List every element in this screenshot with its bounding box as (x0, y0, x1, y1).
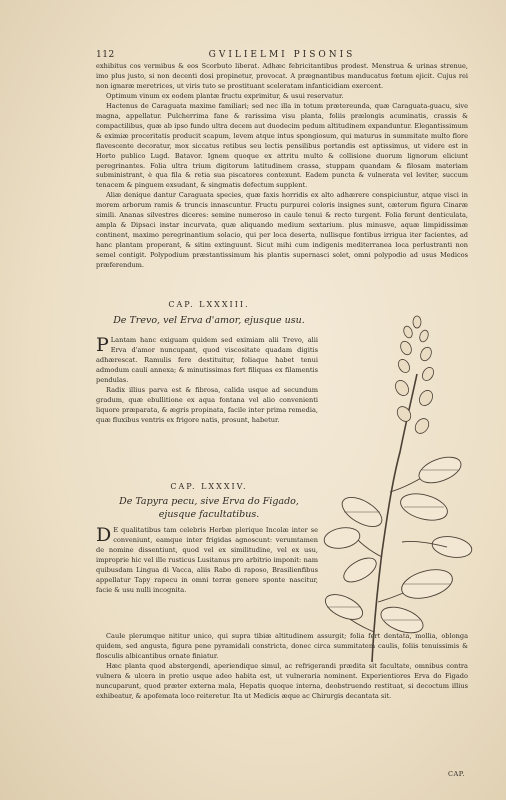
chapter-heading: CAP. LXXXIII. (168, 300, 250, 309)
paragraph: Caule plerumque nititur unico, qui supra tibiæ altitudinem assurgit; folia fert dentata, mollia, oblonga quidem, sed angusta, figura pene pyramidali constricta, donec circa summitatem caulis, foliis tenuissimis & flosculis albicantibus ornate finiatur. (96, 632, 468, 660)
paragraph: exhibitus cos vermibus & eos Scorbuto liberat. Adhæc febricitantibus prodest. Menstrua & urinas strenue, imo plus justo, si non decenti dosi propinetur, provocat. A prægnantibus manducatus fœtum ejicit. Cujus rei non ignaræ meretrices, ut viris tuto se prostituant sceleratam infanticidiam exercent. (96, 62, 468, 90)
chapter-title (96, 495, 322, 521)
catchword: CAP. (448, 770, 466, 778)
paragraph (96, 336, 318, 386)
chapter-title: De Trevo, vel Erva d'amor, ejusque usu. (113, 315, 305, 326)
chapter-title-line: ejusque facultatibus. (158, 509, 260, 520)
paragraph-text: E qualitatibus tam celebris Herbæ plerique Incolæ inter se conveniunt, eamque inter frigidas agnoscunt: verumtamen de nomine dissentiunt, quod vel ex similitudine, vel ex usu, improprie hic vel ille rusticus Lusitanus pro arbitrio imponit: nam quibusdam Lingua di Vacca, aliis Rabo di raposo, Brasilienfibus appellatur Tapy rapecu in omni terræ genere sponte nascitur, facie & usu nulli incognita. (96, 526, 318, 594)
botanical-illustration (322, 302, 482, 672)
page-number: 112 (96, 50, 115, 60)
chapter-title-line: De Tapyra pecu, sive Erva do Figado, (119, 496, 299, 507)
chapter-body (96, 336, 318, 476)
paragraph (96, 526, 318, 596)
running-title: GVILIELMI PISONIS (208, 50, 356, 60)
drop-cap: D (96, 524, 112, 546)
running-header (96, 50, 468, 62)
paragraph-text: Lantam hanc exiguam quidem sed eximiam alii Trevo, alii Erva d'amor nuncupant, quod viscositate quadam digitis adhærescat. Ramulis fere destituitur, foliaque habet tenui admodum cauli annexa; & minutissimas fert filiquas ex filamentis pendulas. (96, 336, 318, 384)
chapter-body (96, 526, 318, 630)
paragraph: Optimum vinum ex eodem plantæ fructu exprimitur, & usui reservatur. (106, 91, 344, 100)
paragraph: Hactenus de Caraguata maxime familiari; sed nec illa in totum prætereunda, quæ Caraguata-guacu, sive magna, appellatur. Pulcherrima fane & rarissima visu planta, foliis prælongis acuminatis, crassis & compactilibus, quæ ab ipso fundo ultra decem aut duodecim pedum altitudinem expanduntur. Elegantissimum & eximiæ proceritatis producit scapum, levem atque intus spongiosum, qui maturus in summitate multo flore flavescente decoratur, mox siccatus retibus seu lectis pensilibus portandis est aptissimus, ut videre est in Horto publico Lugd. Batavor. Ignem quoque ex attritu multo & collisione duorum lignorum eliciunt peregrinantes. Folia ultra trium digitorum latitudinem crassa, stuppam quandam & filosam materiam subministrant, è qua fila & retia sua piscatores contexunt. Eadem puncta & vulnerata vel leviter, succum tenacem & pinguem exsudant, & singmatis defectum supplent. (96, 101, 468, 190)
drop-cap: P (96, 334, 109, 356)
paragraph: Radix illius parva est & fibrosa, calida usque ad secundum gradum, quæ ebullitione ex aqua fontana vel alio convenienti liquore præparata, & ægris propinata, facile inter prima remedia, quæ fluxibus ventris ex frigore natis, prosunt, habetur. (96, 385, 318, 424)
paragraph: Hæc planta quod abstergendi, aperiendique simul, ac refrigerandi prædita sit facultate, omnibus contra vulnera & ulcera in pretio usque adeo habita est, ut vulneraria nominent. Experientiores Erva do Figado nuncuparunt, quod præter externa mala, Hepatis quoque interna, deobstruendo restituat, si decoctum illius exhibeatur, & apofemata loco reiteretur. Ita ut Medicis æque ac Chirurgis decantata sit. (96, 661, 468, 700)
top-text-block (96, 62, 468, 298)
paragraph: Aliæ denique dantur Caraguata species, quæ faxis horridis ex alto adhærere conspiciuntur, atque visci in morem arborum ramis & truncis innascuntur. Fructu purpurei coloris insignes sunt, cæterum figura Cinaræ simili. Ananas silvestres diceres: semine numeroso in caule tenui & recto turgent. Folia ferunt denticulata, ampla & Dipsaci instar incurvata, quæ aliquando medium sextarium. plus minusve, aquæ limpidissimæ continent, maximo peregrinantium solacio, qui per loca deserta, nullisque fontibus irrigua iter facientes, ad hanc plantam properant, & sitim extinguunt. Sicut mihi cum indigenis mediterranea loca perlustranti non semel contigit. Polypodium præstantissimum his plantis supernasci solet, omni polypodio ad usus Medicos præferendum. (96, 191, 468, 270)
chapter-heading: CAP. LXXXIV. (170, 482, 248, 491)
